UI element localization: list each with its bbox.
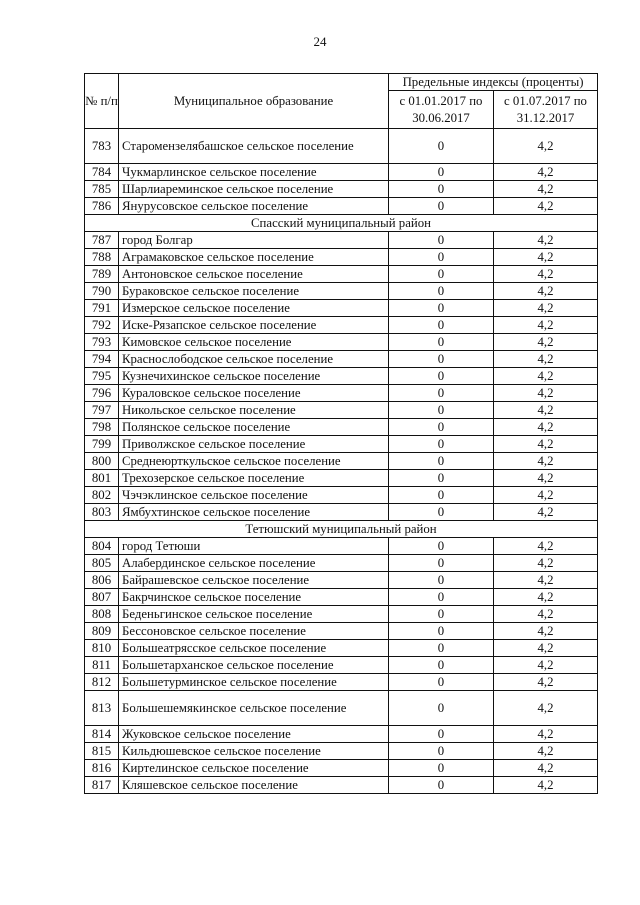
row-number: 795 bbox=[85, 368, 119, 385]
municipality-name: Полянское сельское поселение bbox=[119, 419, 389, 436]
index-period-1: 0 bbox=[389, 266, 494, 283]
row-number: 800 bbox=[85, 453, 119, 470]
header-name: Муниципальное образование bbox=[119, 74, 389, 129]
table-row bbox=[85, 351, 598, 368]
row-number: 787 bbox=[85, 232, 119, 249]
row-number: 799 bbox=[85, 436, 119, 453]
row-number: 809 bbox=[85, 623, 119, 640]
table-row bbox=[85, 657, 598, 674]
header-indices-group: Предельные индексы (проценты) bbox=[389, 74, 598, 91]
row-number: 816 bbox=[85, 760, 119, 777]
index-period-2: 4,2 bbox=[494, 470, 598, 487]
table-row bbox=[85, 164, 598, 181]
table-row bbox=[85, 589, 598, 606]
row-number: 793 bbox=[85, 334, 119, 351]
table-row bbox=[85, 726, 598, 743]
table-row bbox=[85, 436, 598, 453]
index-period-2: 4,2 bbox=[494, 402, 598, 419]
row-number: 812 bbox=[85, 674, 119, 691]
index-period-1: 0 bbox=[389, 181, 494, 198]
table-row bbox=[85, 283, 598, 300]
table-row bbox=[85, 674, 598, 691]
table-row bbox=[85, 181, 598, 198]
municipality-name: Шарлиареминское сельское поселение bbox=[119, 181, 389, 198]
municipality-name: Бакрчинское сельское поселение bbox=[119, 589, 389, 606]
row-number: 784 bbox=[85, 164, 119, 181]
row-number: 789 bbox=[85, 266, 119, 283]
municipality-name: Кляшевское сельское поселение bbox=[119, 777, 389, 794]
index-period-2: 4,2 bbox=[494, 300, 598, 317]
row-number: 791 bbox=[85, 300, 119, 317]
table-row bbox=[85, 300, 598, 317]
table-row bbox=[85, 760, 598, 777]
municipality-name: Большетарханское сельское поселение bbox=[119, 657, 389, 674]
index-period-1: 0 bbox=[389, 777, 494, 794]
municipality-name: Среднеюрткульское сельское поселение bbox=[119, 453, 389, 470]
table-row bbox=[85, 198, 598, 215]
index-period-2: 4,2 bbox=[494, 453, 598, 470]
row-number: 802 bbox=[85, 487, 119, 504]
table-row bbox=[85, 368, 598, 385]
table-row bbox=[85, 317, 598, 334]
municipality-name: Большетурминское сельское поселение bbox=[119, 674, 389, 691]
table-row bbox=[85, 266, 598, 283]
municipality-name: Киртелинское сельское поселение bbox=[119, 760, 389, 777]
index-period-2: 4,2 bbox=[494, 419, 598, 436]
municipality-name: Бессоновское сельское поселение bbox=[119, 623, 389, 640]
header-num: № п/п bbox=[85, 74, 119, 129]
row-number: 813 bbox=[85, 691, 119, 726]
municipality-name: Большешемякинское сельское поселение bbox=[119, 691, 389, 726]
index-period-2: 4,2 bbox=[494, 504, 598, 521]
index-period-1: 0 bbox=[389, 572, 494, 589]
table-row bbox=[85, 538, 598, 555]
index-period-1: 0 bbox=[389, 317, 494, 334]
index-period-2: 4,2 bbox=[494, 555, 598, 572]
district-row bbox=[85, 521, 598, 538]
table-row bbox=[85, 777, 598, 794]
index-period-2: 4,2 bbox=[494, 726, 598, 743]
index-period-2: 4,2 bbox=[494, 317, 598, 334]
index-period-2: 4,2 bbox=[494, 743, 598, 760]
index-period-1: 0 bbox=[389, 487, 494, 504]
row-number: 798 bbox=[85, 419, 119, 436]
municipality-name: город Тетюши bbox=[119, 538, 389, 555]
page-number: 24 bbox=[313, 34, 327, 49]
row-number: 807 bbox=[85, 589, 119, 606]
index-period-1: 0 bbox=[389, 760, 494, 777]
municipality-name: Кильдюшевское сельское поселение bbox=[119, 743, 389, 760]
district-row bbox=[85, 215, 598, 232]
municipality-name: Байрашевское сельское поселение bbox=[119, 572, 389, 589]
municipality-name: Беденьгинское сельское поселение bbox=[119, 606, 389, 623]
row-number: 785 bbox=[85, 181, 119, 198]
index-period-1: 0 bbox=[389, 351, 494, 368]
row-number: 792 bbox=[85, 317, 119, 334]
municipality-name: Краснослободское сельское поселение bbox=[119, 351, 389, 368]
row-number: 790 bbox=[85, 283, 119, 300]
index-period-2: 4,2 bbox=[494, 760, 598, 777]
row-number: 817 bbox=[85, 777, 119, 794]
index-period-2: 4,2 bbox=[494, 572, 598, 589]
index-period-2: 4,2 bbox=[494, 657, 598, 674]
index-period-1: 0 bbox=[389, 743, 494, 760]
municipality-name: Трехозерское сельское поселение bbox=[119, 470, 389, 487]
index-period-1: 0 bbox=[389, 606, 494, 623]
index-period-1: 0 bbox=[389, 504, 494, 521]
index-period-2: 4,2 bbox=[494, 589, 598, 606]
table-row bbox=[85, 572, 598, 589]
index-period-1: 0 bbox=[389, 249, 494, 266]
index-period-2: 4,2 bbox=[494, 266, 598, 283]
header-period-1: с 01.01.2017 по 30.06.2017 bbox=[389, 91, 494, 129]
row-number: 786 bbox=[85, 198, 119, 215]
municipality-name: город Болгар bbox=[119, 232, 389, 249]
index-period-1: 0 bbox=[389, 657, 494, 674]
index-period-1: 0 bbox=[389, 589, 494, 606]
municipality-name: Жуковское сельское поселение bbox=[119, 726, 389, 743]
table-row bbox=[85, 623, 598, 640]
index-period-2: 4,2 bbox=[494, 351, 598, 368]
municipality-name: Измерское сельское поселение bbox=[119, 300, 389, 317]
row-number: 811 bbox=[85, 657, 119, 674]
index-period-2: 4,2 bbox=[494, 691, 598, 726]
table-row bbox=[85, 606, 598, 623]
row-number: 801 bbox=[85, 470, 119, 487]
municipality-name: Никольское сельское поселение bbox=[119, 402, 389, 419]
row-number: 810 bbox=[85, 640, 119, 657]
header-period-2: с 01.07.2017 по 31.12.2017 bbox=[494, 91, 598, 129]
index-period-1: 0 bbox=[389, 674, 494, 691]
row-number: 797 bbox=[85, 402, 119, 419]
index-period-1: 0 bbox=[389, 198, 494, 215]
index-period-2: 4,2 bbox=[494, 640, 598, 657]
index-period-1: 0 bbox=[389, 334, 494, 351]
index-period-2: 4,2 bbox=[494, 538, 598, 555]
index-period-2: 4,2 bbox=[494, 232, 598, 249]
municipality-name: Аграмаковское сельское поселение bbox=[119, 249, 389, 266]
index-period-1: 0 bbox=[389, 623, 494, 640]
table-row bbox=[85, 504, 598, 521]
table-row bbox=[85, 453, 598, 470]
municipality-name: Янурусовское сельское поселение bbox=[119, 198, 389, 215]
index-period-1: 0 bbox=[389, 368, 494, 385]
index-period-1: 0 bbox=[389, 538, 494, 555]
district-name: Тетюшский муниципальный район bbox=[85, 521, 598, 538]
index-period-1: 0 bbox=[389, 419, 494, 436]
table-row bbox=[85, 555, 598, 572]
municipality-name: Ямбухтинское сельское поселение bbox=[119, 504, 389, 521]
row-number: 804 bbox=[85, 538, 119, 555]
row-number: 788 bbox=[85, 249, 119, 266]
index-period-1: 0 bbox=[389, 402, 494, 419]
row-number: 794 bbox=[85, 351, 119, 368]
index-period-1: 0 bbox=[389, 300, 494, 317]
table-row bbox=[85, 470, 598, 487]
index-period-1: 0 bbox=[389, 385, 494, 402]
row-number: 805 bbox=[85, 555, 119, 572]
municipality-name: Алабердинское сельское поселение bbox=[119, 555, 389, 572]
index-period-2: 4,2 bbox=[494, 606, 598, 623]
row-number: 803 bbox=[85, 504, 119, 521]
index-period-2: 4,2 bbox=[494, 436, 598, 453]
index-period-2: 4,2 bbox=[494, 164, 598, 181]
index-period-1: 0 bbox=[389, 555, 494, 572]
index-period-1: 0 bbox=[389, 232, 494, 249]
table-row bbox=[85, 249, 598, 266]
table-body bbox=[85, 129, 598, 794]
index-period-2: 4,2 bbox=[494, 283, 598, 300]
table-row bbox=[85, 385, 598, 402]
index-period-2: 4,2 bbox=[494, 181, 598, 198]
row-number: 783 bbox=[85, 129, 119, 164]
table-row bbox=[85, 334, 598, 351]
index-period-2: 4,2 bbox=[494, 777, 598, 794]
municipality-name: Чэчэклинское сельское поселение bbox=[119, 487, 389, 504]
table-row bbox=[85, 487, 598, 504]
municipality-name: Большеатрясское сельское поселение bbox=[119, 640, 389, 657]
index-period-1: 0 bbox=[389, 283, 494, 300]
index-period-2: 4,2 bbox=[494, 487, 598, 504]
municipality-name: Кураловское сельское поселение bbox=[119, 385, 389, 402]
index-period-2: 4,2 bbox=[494, 674, 598, 691]
index-period-2: 4,2 bbox=[494, 623, 598, 640]
index-period-1: 0 bbox=[389, 436, 494, 453]
index-period-2: 4,2 bbox=[494, 385, 598, 402]
municipality-name: Антоновское сельское поселение bbox=[119, 266, 389, 283]
index-period-1: 0 bbox=[389, 164, 494, 181]
row-number: 815 bbox=[85, 743, 119, 760]
row-number: 808 bbox=[85, 606, 119, 623]
municipality-name: Бураковское сельское поселение bbox=[119, 283, 389, 300]
row-number: 796 bbox=[85, 385, 119, 402]
table-row bbox=[85, 743, 598, 760]
table-row bbox=[85, 129, 598, 164]
municipality-name: Кимовское сельское поселение bbox=[119, 334, 389, 351]
table-row bbox=[85, 691, 598, 726]
index-period-2: 4,2 bbox=[494, 129, 598, 164]
index-period-2: 4,2 bbox=[494, 198, 598, 215]
index-period-2: 4,2 bbox=[494, 334, 598, 351]
municipality-name: Иске-Рязапское сельское поселение bbox=[119, 317, 389, 334]
municipality-name: Кузнечихинское сельское поселение bbox=[119, 368, 389, 385]
table-row bbox=[85, 419, 598, 436]
index-period-2: 4,2 bbox=[494, 368, 598, 385]
table-row bbox=[85, 232, 598, 249]
table-row bbox=[85, 402, 598, 419]
table-header bbox=[85, 74, 598, 129]
municipality-name: Приволжское сельское поселение bbox=[119, 436, 389, 453]
table-row bbox=[85, 640, 598, 657]
index-period-2: 4,2 bbox=[494, 249, 598, 266]
municipality-name: Старомензелябашское сельское поселение bbox=[119, 129, 389, 164]
index-period-1: 0 bbox=[389, 726, 494, 743]
indices-table bbox=[84, 73, 598, 794]
index-period-1: 0 bbox=[389, 640, 494, 657]
municipality-name: Чукмарлинское сельское поселение bbox=[119, 164, 389, 181]
index-period-1: 0 bbox=[389, 470, 494, 487]
index-period-1: 0 bbox=[389, 129, 494, 164]
district-name: Спасский муниципальный район bbox=[85, 215, 598, 232]
index-period-1: 0 bbox=[389, 691, 494, 726]
row-number: 806 bbox=[85, 572, 119, 589]
row-number: 814 bbox=[85, 726, 119, 743]
index-period-1: 0 bbox=[389, 453, 494, 470]
